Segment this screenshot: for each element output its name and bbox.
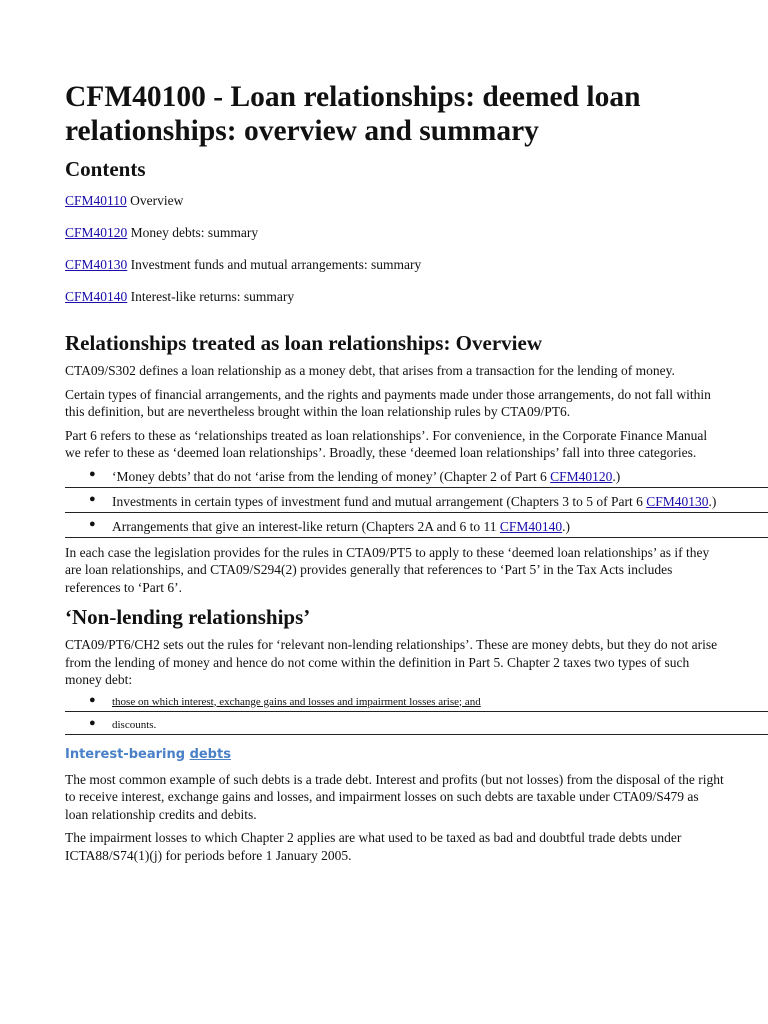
bullet-icon: ●: [89, 693, 96, 706]
table-of-contents: [65, 192, 725, 320]
toc-link-cfm40110[interactable]: CFM40110: [65, 193, 127, 208]
list-item: [65, 466, 768, 488]
list-item: [65, 516, 768, 538]
link-cfm40140[interactable]: CFM40140: [499, 518, 563, 534]
paragraph: CTA09/S302 defines a loan relationship as a money debt, that arises from a transaction for the lending of money.: [65, 363, 675, 378]
category-list: [65, 466, 725, 538]
list-item-text: Investments in certain types of investment fund and mutual arrangement (Chapters 3 to 5 of Part 6: [112, 493, 647, 509]
list-item-suffix: .): [562, 518, 571, 534]
document-body: [65, 80, 725, 864]
toc-item: [65, 192, 725, 224]
toc-label: Investment funds and mutual arrangements: summary: [130, 257, 422, 272]
toc-item: [65, 288, 725, 320]
toc-label: Overview: [130, 193, 184, 208]
bullet-icon: ●: [89, 517, 96, 530]
list-item-text: discounts.: [112, 718, 157, 731]
list-item: [65, 491, 768, 513]
toc-link-cfm40140[interactable]: CFM40140: [65, 289, 128, 304]
list-item: [65, 716, 768, 735]
section-heading-non-lending: ‘Non-lending relationships’: [65, 605, 311, 629]
paragraph: CTA09/PT6/CH2 sets out the rules for ‘relevant non-lending relationships’. These are money debts, but they do not arise from the lending of money and hence do not come within the definition in Part 5. Chapter 2 taxes two types of such money debt:: [65, 637, 718, 687]
subheading-part: debts: [189, 746, 231, 762]
list-item-text: ‘Money debts’ that do not ‘arise from the lending of money’ (Chapter 2 of Part 6: [112, 468, 551, 484]
list-item: [65, 693, 768, 712]
paragraph: Part 6 refers to these as ‘relationships treated as loan relationships’. For convenience, in the Corporate Finance Manual we refer to these as ‘deemed loan relationships’. Broadly, these ‘deemed loan relationships’ fall into three categories.: [65, 427, 708, 460]
list-item-suffix: .): [612, 468, 621, 484]
paragraph: Certain types of financial arrangements, and the rights and payments made under those arrangements, do not fall within this definition, but are nevertheless brought within the loan relationship rules by CTA09/PT6.: [65, 386, 711, 419]
list-item-suffix: .): [708, 493, 717, 509]
link-cfm40120[interactable]: CFM40120: [550, 468, 613, 484]
contents-heading: Contents: [65, 157, 146, 181]
subheading-interest-bearing-debts: [65, 745, 725, 765]
paragraph: The most common example of such debts is a trade debt. Interest and profits (but not losses) from the disposal of the right to receive interest, exchange gains and losses, and impairment losses on such debts are taxable under CTA09/S479 as loan relationship credits and debits.: [65, 771, 724, 822]
debt-type-list: [65, 693, 725, 735]
toc-item: [65, 224, 725, 256]
link-cfm40130[interactable]: CFM40130: [646, 493, 709, 509]
toc-item: [65, 256, 725, 288]
list-item-text: Arrangements that give an interest-like return (Chapters 2A and 6 to 11: [112, 518, 500, 534]
page-title: CFM40100 - Loan relationships: deemed loan relationships: overview and summary: [65, 81, 641, 147]
list-item-text: those on which interest, exchange gains and losses and impairment losses arise; and: [112, 695, 481, 708]
toc-link-cfm40130[interactable]: CFM40130: [65, 257, 128, 272]
section-heading-overview: Relationships treated as loan relationships: Overview: [65, 331, 542, 355]
bullet-icon: ●: [89, 467, 96, 480]
toc-label: Money debts: summary: [130, 225, 259, 240]
paragraph: In each case the legislation provides for the rules in CTA09/PT5 to apply to these ‘deemed loan relationships’ as if they are loan relationships, and CTA09/S294(2) provides generally that references to ‘Part 5’ in the Tax Acts includes references to ‘Part 6’.: [65, 544, 710, 595]
subheading-part: Interest-bearing: [65, 746, 186, 762]
bullet-icon: ●: [89, 492, 96, 505]
toc-link-cfm40120[interactable]: CFM40120: [65, 225, 128, 240]
paragraph: The impairment losses to which Chapter 2 applies are what used to be taxed as bad and doubtful trade debts under ICTA88/S74(1)(j) for periods before 1 January 2005.: [65, 830, 682, 863]
bullet-icon: ●: [89, 716, 96, 729]
toc-label: Interest-like returns: summary: [130, 289, 295, 304]
